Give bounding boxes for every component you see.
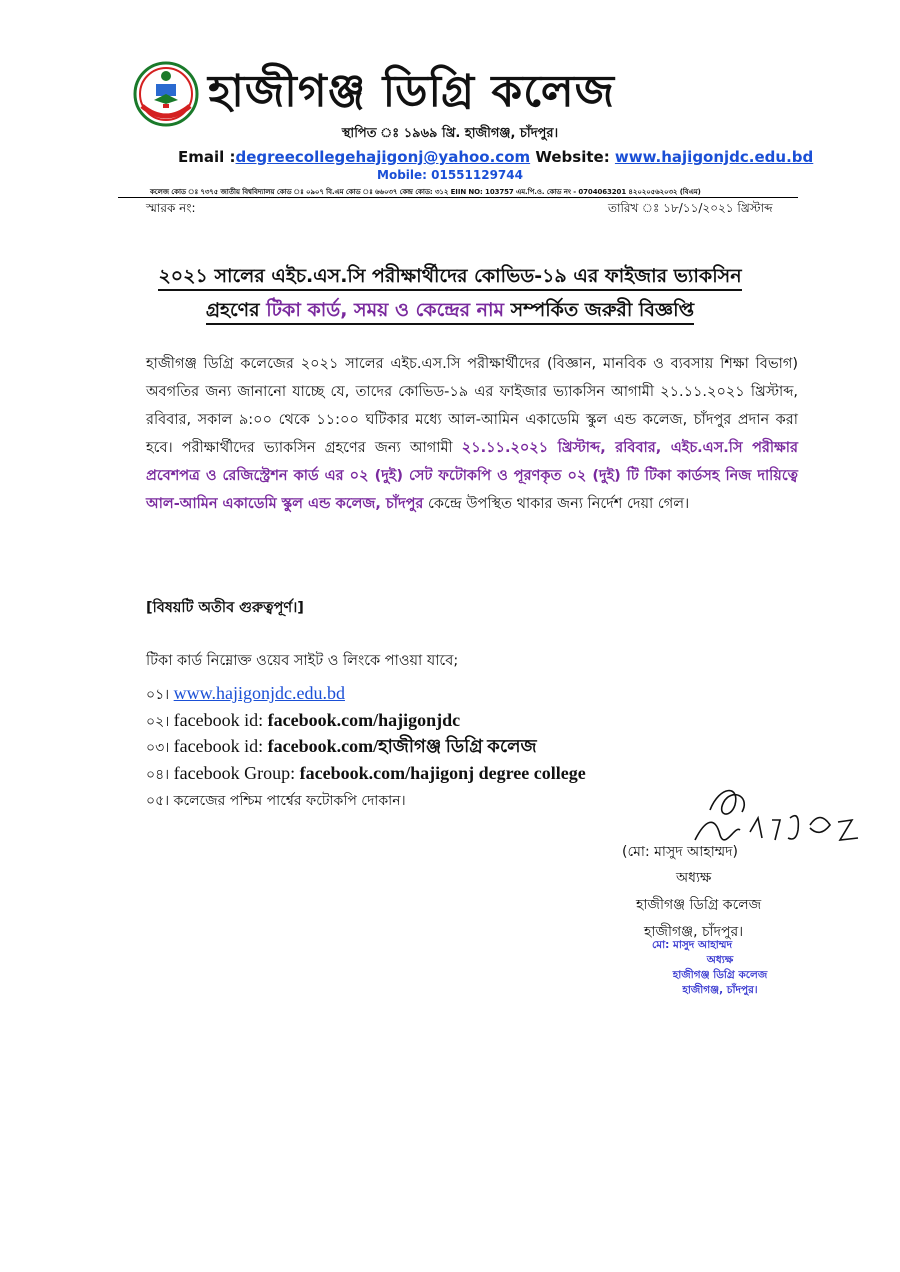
- list-item: ০৫। কলেজের পশ্চিম পার্শ্বের ফটোকপি দোকান।: [146, 793, 406, 809]
- college-logo-icon: [132, 60, 200, 128]
- list-item: ০৪। facebook Group: facebook.com/hajigonj degree college: [146, 762, 586, 783]
- body-part1: হাজীগঞ্জ ডিগ্রি কলেজের ২০২১ সালের এইচ.এস.সি পরীক্ষার্থীদের (বিজ্ঞান, মানবিক ও ব্যবসায় শিক্ষা বিভাগ) অবগতির জন্য জানানো যাচ্ছে যে, তাদের কোভিড-১৯ এর ফাইজার ভ্যাকসিন আগামী ২১.১১.২০২১ খ্রিস্টাব্দ, রবিবার, সকাল ৯:০০ থেকে ১১:০০ ঘটিকার মধ্যে আল-আমিন একাডেমি স্কুল এন্ড কলেজ, চাঁদপুর প্রদান করা হবে। পরীক্ষার্থীদের ভ্যাকসিন গ্রহণের জন্য আগামী: [146, 356, 798, 456]
- institution-codes: কলেজ কোড ঃ ৭৩৭৫ জাতীয় বিশ্ববিদ্যালয় কোড ঃ ০৯০৭ বি.এম কোড ঃ ৬৬০৩৭ কেন্দ্র কোড: ৩১২ EIIN NO: 103757 এম.পি.ও. কোড নং - 0704063201 ৪২০২০৫৬২০৩২ (বিএম): [150, 188, 701, 196]
- facebook-page-link[interactable]: facebook.com/hajigonjdc: [267, 709, 461, 730]
- website-url-link[interactable]: www.hajigonjdc.edu.bd: [173, 683, 345, 703]
- stamp-place: হাজীগঞ্জ, চাঁদপুর।: [682, 984, 758, 996]
- stamp-title: অধ্যক্ষ: [706, 954, 734, 966]
- header-divider: [118, 197, 798, 198]
- signatory-title: অধ্যক্ষ: [676, 870, 712, 886]
- established-line: স্থাপিত ঃ ১৯৬৯ খ্রি. হাজীগঞ্জ, চাঁদপুর।: [341, 126, 559, 141]
- notice-date: তারিখ ঃ ১৮/১১/২০২১ খ্রিস্টাব্দ: [608, 201, 773, 215]
- important-note: [বিষয়টি অতীব গুরুত্বপূর্ণ।]: [146, 600, 304, 616]
- notice-headline-line1: ২০২১ সালের এইচ.এস.সি পরীক্ষার্থীদের কোভিড-১৯ এর ফাইজার ভ্যাকসিন: [0, 262, 900, 294]
- signatory-college: হাজীগঞ্জ ডিগ্রি কলেজ: [636, 897, 762, 913]
- website-link[interactable]: www.hajigonjdc.edu.bd: [614, 148, 814, 166]
- email-link[interactable]: degreecollegehajigonj@yahoo.com: [235, 148, 531, 166]
- website-label: Website:: [530, 148, 615, 166]
- signatory-name: (মো: মাসুদ আহাম্মদ): [622, 844, 738, 860]
- source-list: [146, 680, 586, 813]
- headline-highlight: টিকা কার্ড, সময় ও কেন্দ্রের নাম: [266, 299, 504, 325]
- notice-headline-line2: [0, 296, 900, 328]
- mobile-number: Mobile: 01551129744: [377, 168, 523, 182]
- list-intro: টিকা কার্ড নিম্নোক্ত ওয়েব সাইট ও লিংকে পাওয়া যাবে;: [146, 653, 459, 669]
- headline-suffix: সম্পর্কিত জরুরী বিজ্ঞপ্তি: [504, 299, 694, 325]
- college-name: হাজীগঞ্জ ডিগ্রি কলেজ: [208, 66, 616, 117]
- notice-body: [146, 350, 798, 518]
- stamp-name: মো: মাসুদ আহাম্মদ: [652, 939, 733, 951]
- headline-prefix: গ্রহণের: [206, 299, 266, 325]
- facebook-group-link[interactable]: facebook.com/hajigonj degree college: [299, 762, 586, 783]
- memo-number-label: স্মারক নং:: [146, 201, 196, 215]
- list-item: ০১। www.hajigonjdc.edu.bd: [146, 683, 345, 703]
- official-stamp: [650, 938, 790, 998]
- body-part2: কেন্দ্রে উপস্থিত থাকার জন্য নির্দেশ দেয়া গেল।: [423, 496, 690, 512]
- contact-line: [178, 148, 813, 166]
- body-highlight: ২১.১১.২০২১ খ্রিস্টাব্দ, রবিবার, এইচ.এস.সি পরীক্ষার প্রবেশপত্র ও রেজিস্ট্রেশন কার্ড এর ০২ (দুই) সেট ফটোকপি ও পূরণকৃত ০২ (দুই) টি টিকা কার্ডসহ নিজ দায়িত্বে আল-আমিন একাডেমি স্কুল এন্ড কলেজ, চাঁদপুর: [146, 440, 798, 512]
- photocopy-shop: কলেজের পশ্চিম পার্শ্বের ফটোকপি দোকান।: [173, 793, 406, 809]
- list-item: ০৩। facebook id: facebook.com/হাজীগঞ্জ ডিগ্রি কলেজ: [146, 736, 537, 756]
- facebook-page-bangla-link[interactable]: facebook.com/হাজীগঞ্জ ডিগ্রি কলেজ: [267, 736, 537, 756]
- stamp-college: হাজীগঞ্জ ডিগ্রি কলেজ: [672, 969, 768, 981]
- signatory-place: হাজীগঞ্জ, চাঁদপুর।: [644, 924, 744, 940]
- list-item: ০২। facebook id: facebook.com/hajigonjdc: [146, 709, 461, 730]
- email-label: Email :: [178, 148, 236, 166]
